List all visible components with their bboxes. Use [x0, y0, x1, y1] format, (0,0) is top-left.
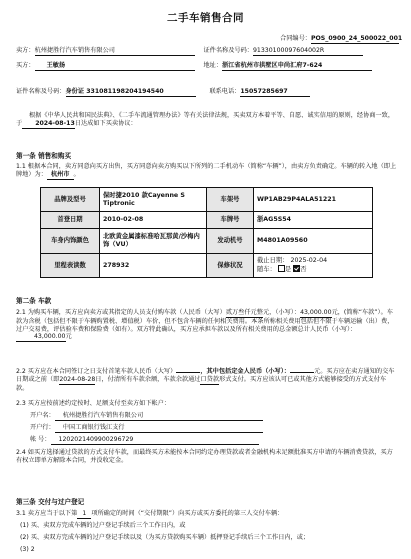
clause-3-1-text: 3.1 卖方应当于以下第	[16, 510, 78, 517]
vehicle-table	[40, 187, 373, 278]
section-3-title: 第三条 交付与过户登记	[16, 498, 85, 506]
table-row	[41, 229, 373, 254]
checkbox-yes-label: 是	[284, 266, 292, 273]
total-amount: 43,000.00	[16, 333, 66, 342]
preamble	[16, 112, 397, 129]
color-label: 车身内饰颜色	[41, 229, 100, 254]
brand-label: 品牌及型号	[41, 188, 100, 212]
buyer-id-row	[16, 88, 399, 97]
plate-value: 浙AG5S54	[254, 212, 373, 229]
bank-name: 中国工商银行钱江支行	[55, 424, 263, 433]
loan-option: 口贷款	[200, 375, 220, 383]
account-name: 杭州捷胜行汽车销售有限公司	[55, 412, 263, 421]
clause-2-2-deposit: ，其中包括定金人民币（小写）：	[200, 368, 291, 375]
buyer-id: 身份证 331081198204194540	[66, 88, 196, 97]
vin-label: 车架号	[207, 188, 254, 212]
clause-2-4: 2.4 如买方选择通过贷款的方式支付车款，而最终买方未能按本合同约定办理贷款或者金融机构未足额批准买方申请的车辆消费贷款，买方有权立即单方解除本合同，并没收定金。	[16, 449, 393, 464]
section-1-title: 第一条 销售和购买	[16, 152, 72, 160]
option-1: (1) 买、卖双方完成车辆的过户登记手续后三个工作日内，或	[20, 522, 186, 529]
checkbox-no[interactable]	[293, 265, 300, 272]
warranty-cell	[254, 254, 373, 278]
contract-number-value: POS_0900_24_500022_001	[311, 35, 403, 42]
clause-2-1	[16, 309, 397, 342]
table-row	[41, 254, 373, 278]
mileage-value: 278932	[100, 254, 207, 278]
table-row	[41, 188, 373, 212]
registration-city: 杭州市	[47, 171, 74, 180]
account-number: 1202021409900296729	[51, 436, 259, 445]
clause-2-2	[16, 368, 397, 392]
buyer-id-label: 证件名称及号码：	[16, 88, 66, 95]
section-2-title: 第二条 车款	[16, 297, 52, 305]
engine-label: 发动机号	[207, 229, 254, 254]
buyer-row	[16, 62, 399, 71]
seller-id: 91330100097604002R	[253, 47, 363, 56]
clause-2-1-mid: 元，（小写）：	[262, 309, 301, 316]
clause-2-2-balance: 日，付清所有车款余额，车款余款通过	[95, 375, 201, 383]
account-name-row	[30, 412, 399, 421]
clause-2-1-end: 元	[65, 333, 72, 341]
amount-figure: 43,000.00	[300, 309, 332, 316]
blank-field	[176, 372, 200, 373]
buyer-label: 买方：	[16, 62, 35, 69]
reg-date-value: 2010-02-08	[100, 212, 207, 229]
contract-number-label: 合同编号：	[280, 35, 311, 42]
mileage-label: 里程表读数	[41, 254, 100, 278]
account-name-label: 开户名：	[30, 412, 55, 419]
clause-2-1-body: 元，(简称“车款”）。车款为含税（包括但不限于车辆购置税、增值税）车价，但不包含车辆的任何相关费用。本条所称相关费用包括但不限于车辆运输（出）费，过户交易费，评估验车费和保险费（如有）。双方特此确认，买方应承担车款以及所有相关费用的总金额总计人民币（小写）：	[16, 309, 394, 333]
color-value: 北欧黄金属漆标准哈瓦那黄/沙梅内饰（VU）	[100, 229, 207, 254]
seller-label: 卖方：	[16, 47, 35, 54]
warranty-date: 截止日期： 2025-02-04	[257, 257, 328, 265]
plate-label: 车牌号	[207, 212, 254, 229]
buyer-phone-label: 联系电话：	[209, 88, 241, 95]
seller-name: 杭州捷胜行汽车销售有限公司	[35, 47, 195, 56]
warranty-follow	[257, 265, 369, 274]
warranty-label: 保修状况	[207, 254, 254, 278]
bank-label: 开户行：	[30, 424, 55, 431]
buyer-address-label: 地址：	[203, 62, 223, 69]
buyer-address: 浙江省杭州市拱墅区申尚汇府7-624	[222, 62, 372, 71]
option-2: (2) 买、卖双方完成车辆的过户登记手续以及（为买方贷款购买车辆）抵押登记手续后三个工作日内，或；	[20, 534, 310, 541]
contract-number	[280, 35, 403, 44]
table-row	[41, 212, 373, 229]
clause-1-1-end: 。	[73, 170, 80, 178]
checkbox-yes[interactable]	[278, 265, 285, 272]
warranty-follow-label: 随车：	[257, 266, 276, 273]
option-3: (3) 2	[20, 546, 35, 553]
seller-id-label: 证件名称及号码：	[203, 47, 253, 54]
delivery-choice: 1	[77, 510, 91, 519]
section-1-clause	[16, 163, 397, 180]
preamble-text-end: 日达成如下买卖协议：	[74, 119, 137, 127]
vin-value: WP1AB29P4ALA51221	[254, 188, 373, 212]
engine-value: M4801A09560	[254, 229, 373, 254]
clause-2-1-text: 2.1 为购买车辆，买方应向卖方或其指定的人员支付购车款（人民币（大写）	[16, 309, 226, 316]
buyer-name: 王敏扬	[35, 62, 195, 71]
amount-in-words: 贰万叁仟元整	[225, 309, 263, 316]
clause-3-1	[16, 510, 397, 519]
clause-1-1-text: 1.1 根据本合同，卖方同意向买方出售，买方同意向卖方购买以下所列的二手机动车（简称“车辆”），由卖方负责确定。车辆的转入地（即上牌地）为：	[16, 163, 397, 178]
clause-2-2-text: 2.2 买方应在本合同签订之日支付首笔车款人民币（大写）	[16, 368, 177, 375]
preamble-text: 根据《中华人民共和国民法典》、《二手车流通管理办法》等有关法律法规，买卖双方本着平等、自愿、诚实信用的原则，经协商一致，于	[16, 112, 395, 127]
checkbox-no-label: 否	[300, 266, 307, 273]
clause-3-1-end: 项所确定的时间（“交付期限”）向买方或买方委托的第三人交付车辆：	[91, 510, 284, 517]
account-number-label: 帐 号：	[30, 436, 51, 443]
contract-title: 二手车销售合同	[167, 12, 244, 24]
account-number-row	[30, 436, 399, 445]
clause-2-3: 2.3 买方应按前述约定按时、足额支付至卖方如下帐户：	[16, 400, 171, 407]
seller-row	[16, 47, 399, 56]
bank-row	[30, 424, 399, 433]
delivery-date: 2024-08-28	[59, 375, 96, 383]
brand-value: 保时捷2010 款Cayenne S Tiptronic	[100, 188, 207, 212]
contract-date: 2024-08-13	[22, 120, 75, 129]
reg-date-label: 首登日期	[41, 212, 100, 229]
clause-2-2-mid: 元。买方应在卖方通知的交车日期或之前（即	[16, 368, 395, 383]
blank-field	[290, 372, 314, 373]
buyer-phone: 15057285697	[240, 88, 310, 97]
clause-2-2-end: 形式支付。买方应该认可已或其他方式能够接受的方式支付车款。	[16, 375, 387, 392]
